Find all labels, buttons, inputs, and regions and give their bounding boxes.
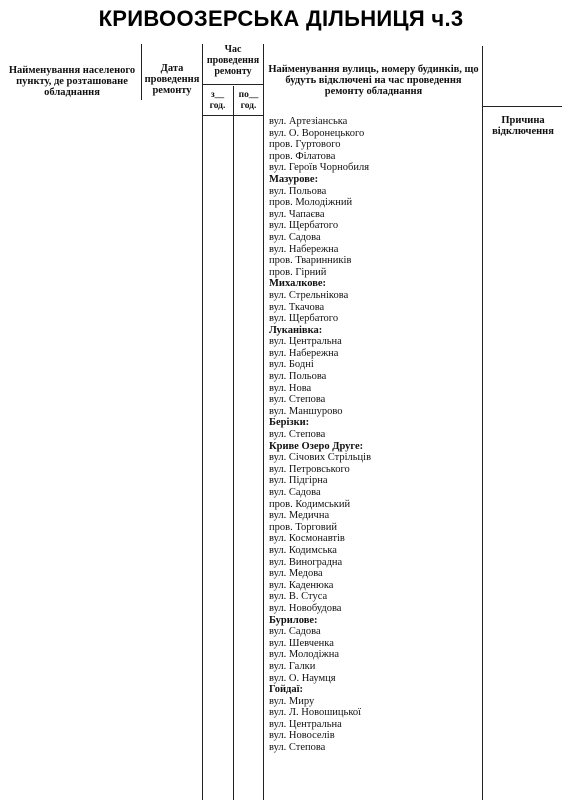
header-time-to: по__ год. (238, 90, 259, 111)
locality-heading: Бурилове: (269, 614, 318, 626)
street-item: вул. Новоселів (269, 730, 335, 742)
street-item: вул. Л. Новошицької (269, 707, 362, 719)
street-item: вул. О. Воронецького (269, 127, 365, 139)
header-locality: Найменування населеного пункту, де розташоване обладнання (8, 65, 136, 98)
header-date: Дата проведення ремонту (144, 63, 200, 96)
locality-heading: Луканівка: (269, 324, 323, 336)
street-item: вул. Шевченка (269, 637, 334, 649)
grid-line (482, 46, 483, 800)
grid-line (202, 84, 263, 85)
street-item: вул. Набережна (269, 347, 339, 359)
street-item: вул. Садова (269, 626, 321, 638)
locality-heading: Гойдаї: (269, 684, 304, 696)
street-item: вул. Маншурово (269, 405, 343, 417)
street-item: вул. Чапаєва (269, 208, 325, 220)
page-title: КРИВООЗЕРСЬКА ДІЛЬНИЦЯ ч.3 (98, 6, 464, 31)
grid-line (202, 44, 203, 800)
street-item: вул. Медична (269, 510, 330, 522)
street-item: вул. Молодіжна (269, 649, 340, 661)
grid-line (263, 44, 264, 800)
street-item: вул. Артезіанська (269, 116, 348, 127)
street-item: вул. Січових Стрільців (269, 452, 372, 464)
street-item: пров. Молодіжний (269, 197, 353, 209)
locality-heading: Михалкове: (269, 278, 327, 290)
street-item: вул. Садова (269, 231, 321, 243)
street-list (269, 116, 481, 754)
header-time: Час проведення ремонту (206, 44, 260, 77)
street-item: вул. Степова (269, 429, 326, 441)
street-item: вул. О. Наумця (269, 672, 336, 684)
street-item: вул. В. Стуса (269, 591, 328, 603)
street-item: вул. Садова (269, 487, 321, 498)
street-item: вул. Героїв Чорнобиля (269, 162, 370, 174)
grid-line (141, 44, 142, 100)
street-item: пров. Філатова (269, 150, 336, 162)
street-item: вул. Щербатого (269, 220, 339, 232)
street-item: вул. Космонавтів (269, 533, 345, 545)
street-item: вул. Медова (269, 568, 323, 580)
street-item: пров. Гірний (269, 266, 327, 278)
street-item: вул. Петровського (269, 463, 350, 475)
street-item: вул. Нова (269, 382, 312, 394)
street-item: вул. Виноградна (269, 556, 343, 568)
street-item: вул. Набережна (269, 243, 339, 255)
locality-heading: Берізки: (269, 417, 310, 429)
street-item: вул. Новобудова (269, 602, 342, 614)
grid-line (483, 106, 562, 107)
street-item: вул. Стрельнікова (269, 289, 349, 301)
grid-line (202, 115, 263, 116)
street-item: вул. Кодимська (269, 544, 337, 556)
street-item: пров. Торговий (269, 521, 337, 533)
street-item: пров. Кодимський (269, 498, 351, 510)
street-item: вул. Бодні (269, 359, 314, 371)
street-item: вул. Щербатого (269, 313, 339, 325)
locality-heading: Мазурове: (269, 173, 319, 185)
header-streets: Найменування вулиць, номеру будинків, що будуть відключені на час проведення ремонту обладнання (268, 64, 479, 97)
street-item: пров. Гуртового (269, 139, 341, 151)
street-item: вул. Польова (269, 185, 327, 197)
street-item: вул. Каденюка (269, 579, 334, 591)
street-item: вул. Степова (269, 742, 326, 754)
street-item: вул. Степова (269, 394, 326, 406)
street-item: вул. Центральна (269, 336, 342, 348)
street-item: вул. Ткачова (269, 301, 325, 313)
street-item: вул. Підгірна (269, 475, 328, 487)
header-reason: Причина відключення (492, 115, 554, 137)
street-item: вул. Центральна (269, 718, 342, 730)
street-item: вул. Галки (269, 660, 316, 672)
locality-heading: Криве Озеро Друге: (269, 440, 364, 452)
street-item: вул. Миру (269, 695, 315, 707)
grid-line (233, 86, 234, 800)
street-item: пров. Тваринників (269, 255, 352, 267)
street-item: вул. Польова (269, 371, 327, 383)
header-time-from: з__ год. (209, 90, 226, 111)
